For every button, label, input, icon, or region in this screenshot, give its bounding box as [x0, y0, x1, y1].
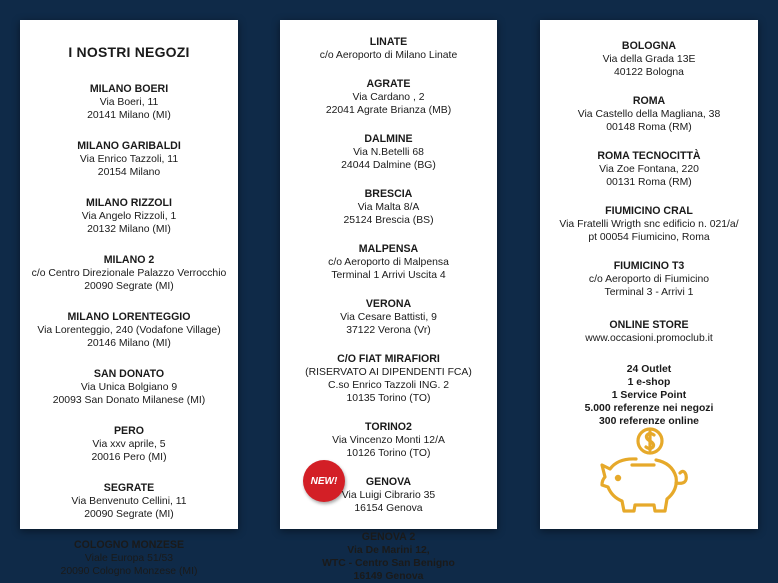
store-city: 16154 Genova: [354, 503, 423, 514]
store-name: VERONA: [365, 298, 412, 310]
stat-service-point: 1 Service Point: [611, 390, 687, 401]
store-name: ROMA TECNOCITTÀ: [597, 150, 701, 162]
new-badge: NEW!: [303, 460, 345, 502]
store-name: GENOVA 2: [361, 531, 416, 543]
store-note: (RISERVATO AI DIPENDENTI FCA): [305, 367, 472, 378]
store-city: 10135 Torino (TO): [346, 393, 431, 404]
store-address: c/o Aeroporto di Malpensa: [328, 257, 449, 268]
store-city: 20132 Milano (MI): [87, 224, 171, 235]
store-roma: [540, 95, 758, 134]
store-address: Viale Europa 51/53: [84, 553, 174, 564]
store-city: Terminal 3 - Arrivi 1: [604, 287, 694, 298]
store-city: 20154 Milano: [97, 167, 161, 178]
store-city: 40122 Bologna: [614, 67, 684, 78]
store-name: MILANO GARIBALDI: [77, 140, 181, 152]
store-address: Via xxv aprile, 5: [92, 439, 166, 450]
store-agrate: [280, 78, 497, 117]
store-verona: [280, 298, 497, 337]
store-name: AGRATE: [366, 78, 411, 90]
store-address: c/o Aeroporto di Milano Linate: [319, 50, 458, 61]
store-address: Via Benvenuto Cellini, 11: [71, 496, 187, 507]
store-san-donato: [20, 368, 238, 407]
store-city: 00148 Roma (RM): [606, 122, 692, 133]
store-pero: [20, 425, 238, 464]
online-store-url[interactable]: www.occasioni.promoclub.it: [585, 333, 713, 344]
piggy-bank-coin-icon: [598, 425, 698, 515]
store-address: C.so Enrico Tazzoli ING. 2: [327, 380, 450, 391]
store-address: Via Cardano , 2: [352, 92, 425, 103]
store-name: FIUMICINO CRAL: [605, 205, 693, 217]
store-address: Via Malta 8/A: [357, 202, 420, 213]
store-fiat-mirafiori: [280, 353, 497, 405]
store-address: Via della Grada 13E: [602, 54, 696, 65]
store-address: Via Fratelli Wrigth snc edificio n. 021/a/: [559, 219, 739, 230]
store-segrate: [20, 482, 238, 521]
store-address: Via De Marini 12,: [347, 545, 430, 556]
stat-online-references: 300 referenze online: [599, 416, 699, 427]
store-fiumicino-t3: [540, 260, 758, 299]
store-name: BRESCIA: [364, 188, 413, 200]
stores-list-1: [20, 83, 238, 578]
store-address: Via Cesare Battisti, 9: [340, 312, 437, 323]
store-name: TORINO2: [365, 421, 412, 433]
store-address: Via Luigi Cibrario 35: [341, 490, 436, 501]
store-name: FIUMICINO T3: [613, 260, 685, 272]
store-address: c/o Aeroporto di Fiumicino: [588, 274, 710, 285]
store-name: MILANO BOERI: [89, 83, 169, 95]
store-city: 20090 Segrate (MI): [84, 281, 174, 292]
store-address: Via Enrico Tazzoli, 11: [79, 154, 179, 165]
store-name: MALPENSA: [358, 243, 419, 255]
store-city: 00131 Roma (RM): [606, 177, 692, 188]
store-genova-2: [280, 531, 497, 583]
store-name: LINATE: [369, 36, 408, 48]
store-address: Via Boeri, 11: [99, 97, 159, 108]
stat-outlet: 24 Outlet: [626, 364, 672, 375]
store-city: 20016 Pero (MI): [91, 452, 167, 463]
store-city: Terminal 1 Arrivi Uscita 4: [331, 270, 446, 281]
store-name: BOLOGNA: [621, 40, 677, 52]
stores-column-3: [540, 20, 758, 529]
store-city: 16149 Genova: [353, 571, 424, 582]
store-name: DALMINE: [364, 133, 413, 145]
store-city: 20141 Milano (MI): [87, 110, 171, 121]
store-address: Via Vincenzo Monti 12/A: [332, 435, 445, 446]
online-store: [540, 319, 758, 345]
stores-column-2: [280, 20, 497, 582]
store-city: pt 00054 Fiumicino, Roma: [588, 232, 710, 243]
store-address: Via Unica Bolgiano 9: [80, 382, 178, 393]
store-brescia: [280, 188, 497, 227]
store-city: 20090 Segrate (MI): [84, 509, 174, 520]
stat-eshop: 1 e-shop: [627, 377, 671, 388]
store-name: SEGRATE: [103, 482, 155, 494]
store-name: COLOGNO MONZESE: [73, 539, 185, 551]
store-address: Via N.Betelli 68: [353, 147, 424, 158]
store-building: WTC - Centro San Benigno: [322, 558, 455, 569]
store-bologna: [540, 40, 758, 79]
store-milano-garibaldi: [20, 140, 238, 179]
store-milano-boeri: [20, 83, 238, 122]
store-city: 20146 Milano (MI): [87, 338, 171, 349]
store-name: ROMA: [632, 95, 666, 107]
page-title: I NOSTRI NEGOZI: [68, 44, 190, 60]
store-name: MILANO LORENTEGGIO: [67, 311, 191, 323]
store-name: GENOVA: [365, 476, 412, 488]
store-address: Via Angelo Rizzoli, 1: [81, 211, 177, 222]
store-name: MILANO 2: [103, 254, 155, 266]
store-city: 20093 San Donato Milanese (MI): [52, 395, 206, 406]
store-city: 24044 Dalmine (BG): [341, 160, 436, 171]
store-fiumicino-cral: [540, 205, 758, 244]
store-roma-tecnocitta: [540, 150, 758, 189]
stat-store-references: 5.000 referenze nei negozi: [584, 403, 714, 414]
store-malpensa: [280, 243, 497, 282]
store-name: SAN DONATO: [93, 368, 165, 380]
store-address: Via Castello della Magliana, 38: [577, 109, 721, 120]
store-city: 25124 Brescia (BS): [343, 215, 434, 226]
online-store-title: ONLINE STORE: [609, 319, 689, 331]
store-milano-rizzoli: [20, 197, 238, 236]
store-name: PERO: [113, 425, 145, 437]
store-address: Via Zoe Fontana, 220: [599, 164, 699, 175]
stores-list-3: [540, 20, 758, 299]
store-city: 22041 Agrate Brianza (MB): [325, 105, 452, 116]
store-linate: [280, 36, 497, 62]
store-address: c/o Centro Direzionale Palazzo Verrocchio: [31, 268, 227, 279]
store-name: MILANO RIZZOLI: [86, 197, 172, 209]
store-city: 20090 Cologno Monzese (MI): [60, 566, 198, 577]
store-dalmine: [280, 133, 497, 172]
store-address: Via Lorenteggio, 240 (Vodafone Village): [37, 325, 221, 336]
store-milano-lorenteggio: [20, 311, 238, 350]
store-name: C/O FIAT MIRAFIORI: [337, 353, 440, 365]
store-city: 37122 Verona (Vr): [346, 325, 431, 336]
store-milano-2: [20, 254, 238, 293]
store-torino2: [280, 421, 497, 460]
store-cologno-monzese: [20, 539, 238, 578]
stats-block: [540, 363, 758, 428]
stores-column-1: [20, 20, 238, 577]
store-city: 10126 Torino (TO): [346, 448, 431, 459]
